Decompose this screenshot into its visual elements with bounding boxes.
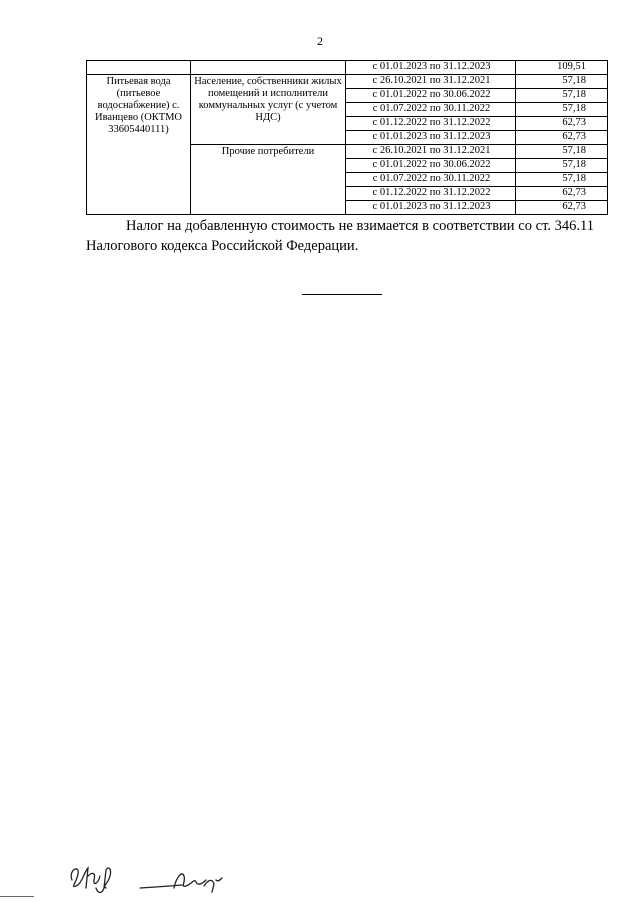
period-cell: с 01.07.2022 по 30.11.2022 <box>346 173 516 187</box>
page-number: 2 <box>317 34 323 48</box>
period-cell: с 01.01.2023 по 31.12.2023 <box>346 201 516 215</box>
tariff-value-cell: 62,73 <box>516 187 608 201</box>
service-name-cell: Питьевая вода (питьевое водоснабжение) с. Иванцево (ОКТМО 33605440111) <box>87 75 191 215</box>
period-cell: с 01.01.2022 по 30.06.2022 <box>346 159 516 173</box>
period-cell: с 26.10.2021 по 31.12.2021 <box>346 145 516 159</box>
tariff-value-cell: 62,73 <box>516 117 608 131</box>
table-cell-empty <box>87 61 191 75</box>
period-cell: с 01.12.2022 по 31.12.2022 <box>346 117 516 131</box>
table-cell-empty <box>191 61 346 75</box>
tariff-value-cell: 57,18 <box>516 159 608 173</box>
tariff-value-cell: 62,73 <box>516 131 608 145</box>
tariff-table <box>86 60 608 215</box>
tariff-value-cell: 57,18 <box>516 103 608 117</box>
period-cell: с 01.01.2022 по 30.06.2022 <box>346 89 516 103</box>
closing-divider <box>302 294 382 295</box>
tariff-value-cell: 62,73 <box>516 201 608 215</box>
page-edge-mark <box>0 896 34 897</box>
period-cell: с 01.01.2023 по 31.12.2023 <box>346 61 516 75</box>
period-cell: с 01.07.2022 по 30.11.2022 <box>346 103 516 117</box>
period-cell: с 01.01.2023 по 31.12.2023 <box>346 131 516 145</box>
tariff-value-cell: 57,18 <box>516 89 608 103</box>
handwritten-initials <box>66 858 236 898</box>
vat-note-text: Налог на добавленную стоимость не взимается в соответствии со ст. 346.11 Налогового кодекса Российской Федерации. <box>86 218 594 254</box>
period-cell: с 26.10.2021 по 31.12.2021 <box>346 75 516 89</box>
period-cell: с 01.12.2022 по 31.12.2022 <box>346 187 516 201</box>
table-row <box>87 61 608 75</box>
consumer-group-cell: Прочие потребители <box>191 145 346 215</box>
table-row <box>87 75 608 89</box>
consumer-group-cell: Население, собственники жилых помещений и исполнители коммунальных услуг (с учетом НДС) <box>191 75 346 145</box>
tariff-value-cell: 57,18 <box>516 75 608 89</box>
vat-note <box>86 216 594 256</box>
tariff-value-cell: 57,18 <box>516 145 608 159</box>
tariff-value-cell: 109,51 <box>516 61 608 75</box>
tariff-value-cell: 57,18 <box>516 173 608 187</box>
initials-scribble-icon <box>66 858 236 898</box>
